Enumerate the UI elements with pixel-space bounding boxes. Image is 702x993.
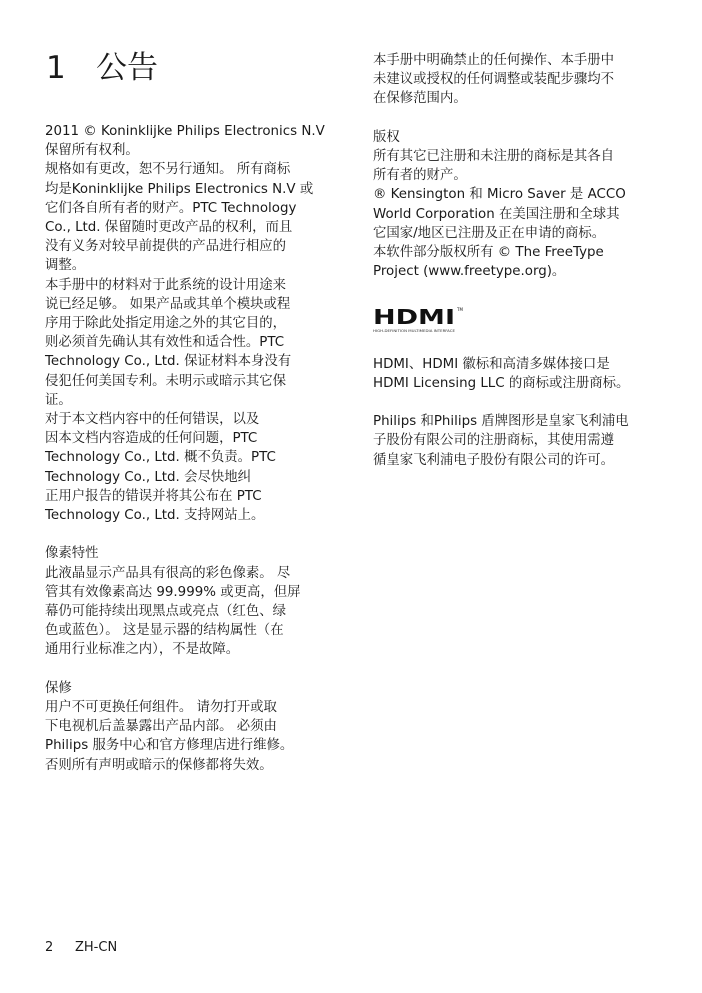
copyright-line: 所有者的财产。 <box>373 168 467 184</box>
service-line: 否则所有声明或暗示的保修都将失效。 <box>45 757 273 773</box>
notice-line: 对于本文档内容中的任何错误，以及 <box>45 412 260 428</box>
notice-line: 没有义务对较早前提供的产品进行相应的 <box>45 239 287 255</box>
notice-line: Technology Co., Ltd. 保证材料本身没有 <box>45 354 292 370</box>
intro-line: 本手册中明确禁止的任何操作、本手册中 <box>373 53 615 68</box>
spacer <box>45 525 335 544</box>
pixel-paragraph <box>45 564 335 660</box>
philips-line: 子股份有限公司的注册商标，其使用需遵 <box>373 433 615 449</box>
hdmi-tagline: HIGH-DEFINITION MULTIMEDIA INTERFACE <box>373 328 455 333</box>
pixel-line: 色或蓝色）。 这是显示器的结构属性（在 <box>45 623 284 639</box>
left-column <box>45 122 335 775</box>
hdmi-line: HDMI、HDMI 徽标和高清多媒体接口是 <box>373 356 610 372</box>
philips-line: 循皇家飞利浦电子股份有限公司的许可。 <box>373 452 615 468</box>
pixel-line: 管其有效像素高达 99.999% 或更高，但屏 <box>45 584 301 600</box>
spacer <box>373 393 655 412</box>
notice-line: Technology Co., Ltd. 概不负责。PTC <box>45 450 276 466</box>
hdmi-logo-graphic <box>373 305 465 337</box>
notice-line: 序用于除此处指定用途之外的其它目的， <box>45 316 287 332</box>
philips-paragraph <box>373 412 655 470</box>
pixel-line: 幕仍可能持续出现黑点或亮点（红色、绿 <box>45 604 287 620</box>
intro-paragraph <box>373 51 655 109</box>
notice-paragraph <box>45 122 335 525</box>
philips-line: Philips 和Philips 盾牌图形是皇家飞利浦电 <box>373 414 629 430</box>
notice-line: 侵犯任何美国专利。未明示或暗示其它保 <box>45 373 287 389</box>
page-number: 2 <box>45 940 54 955</box>
hdmi-wordmark: HDMI <box>373 304 455 329</box>
pixel-heading: 像素特性 <box>45 546 99 562</box>
copyright-line: World Corporation 在美国注册和全球其 <box>373 206 620 222</box>
section-title <box>46 48 158 88</box>
copyright-heading: 版权 <box>373 129 400 145</box>
intro-line: 在保修范围内。 <box>373 91 467 107</box>
section-number: 1 <box>46 50 66 86</box>
intro-line: 未建议或授权的任何调整或装配步骤均不 <box>373 72 615 88</box>
notice-line: 正用户报告的错误并将其公布在 PTC <box>45 488 262 504</box>
copyright-paragraph <box>373 147 655 281</box>
service-paragraph <box>45 698 335 775</box>
notice-line: 证。 <box>45 392 72 408</box>
spacer <box>45 660 335 679</box>
copyright-line: 所有其它已注册和未注册的商标是其各自 <box>373 149 615 164</box>
notice-line: 它们各自所有者的财产。PTC Technology <box>45 200 297 216</box>
language-code: ZH-CN <box>75 940 118 955</box>
spacer <box>373 281 655 300</box>
notice-line: 本手册中的材料对于此系统的设计用途来 <box>45 277 287 293</box>
notice-line: 说已经足够。 如果产品或其单个模块或程 <box>45 296 291 312</box>
page-footer <box>45 939 117 957</box>
service-line: 用户不可更换任何组件。 请勿打开或取 <box>45 700 277 716</box>
copyright-line: ® Kensington 和 Micro Saver 是 ACCO <box>373 187 626 203</box>
spacer <box>373 109 655 128</box>
section-title-text: 公告 <box>96 50 158 86</box>
notice-line: 保留所有权利。 <box>45 143 139 159</box>
hdmi-paragraph <box>373 355 655 393</box>
notice-line: 2011 © Koninklijke Philips Electronics N.V <box>45 124 325 139</box>
hdmi-line: HDMI Licensing LLC 的商标或注册商标。 <box>373 375 630 391</box>
service-line: Philips 服务中心和官方修理店进行维修。 <box>45 738 294 754</box>
hdmi-logo <box>373 305 655 343</box>
notice-line: 则必须首先确认其有效性和适合性。PTC <box>45 335 285 351</box>
copyright-line: 它国家/地区已注册及正在申请的商标。 <box>373 225 606 241</box>
notice-line: 因本文档内容造成的任何问题，PTC <box>45 431 258 447</box>
copyright-line: Project (www.freetype.org)。 <box>373 264 566 280</box>
notice-line: 规格如有更改，恕不另行通知。 所有商标 <box>45 162 291 178</box>
service-heading: 保修 <box>45 680 72 696</box>
pixel-line: 通用行业标准之内），不是故障。 <box>45 642 240 658</box>
notice-line: Co., Ltd. 保留随时更改产品的权利，而且 <box>45 220 293 236</box>
right-column <box>373 51 655 470</box>
service-line: 下电视机后盖暴露出产品内部。 必须由 <box>45 719 277 735</box>
pixel-line: 此液晶显示产品具有很高的彩色像素。 尽 <box>45 565 291 581</box>
copyright-line: 本软件部分版权所有 © The FreeType <box>373 245 604 261</box>
notice-line: Technology Co., Ltd. 会尽快地纠 <box>45 469 252 485</box>
hdmi-trademark: TM <box>457 306 463 312</box>
notice-line: 调整。 <box>45 258 86 274</box>
notice-line: 均是Koninklijke Philips Electronics N.V 或 <box>45 181 314 197</box>
notice-line: Technology Co., Ltd. 支持网站上。 <box>45 508 265 524</box>
